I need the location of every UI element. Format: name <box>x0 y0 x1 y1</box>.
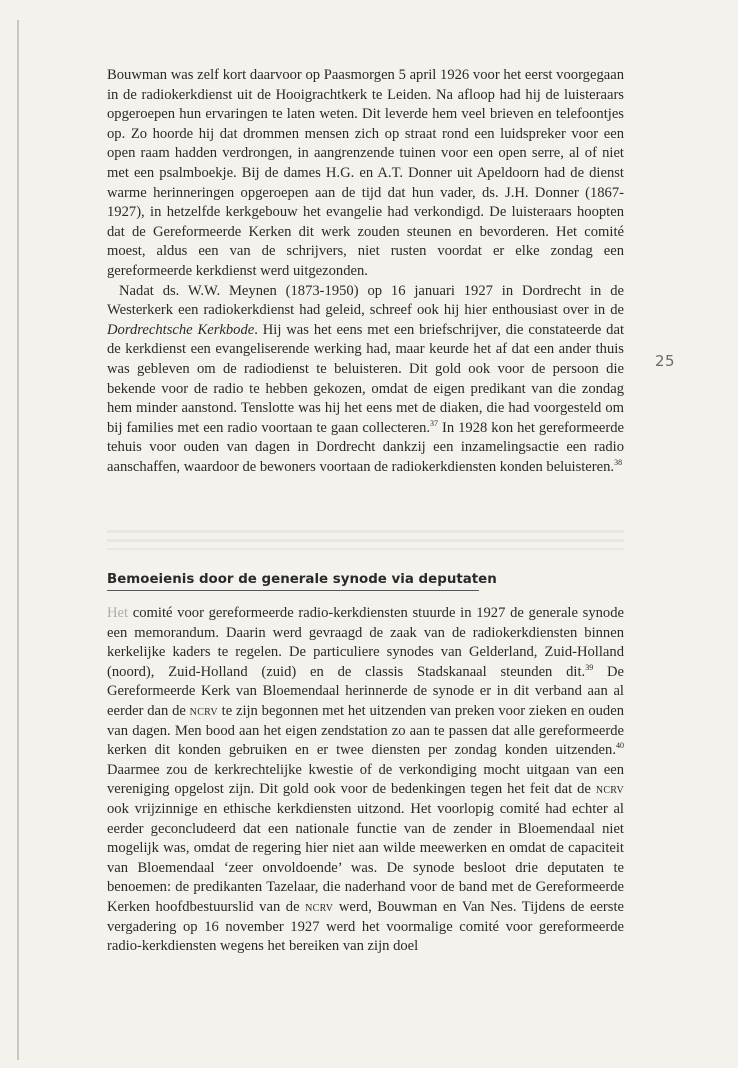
faded-first-word: Het <box>107 605 129 621</box>
kerkbode-title: Dordrechtsche Kerkbode <box>107 321 255 338</box>
page-number: 25 <box>655 352 676 370</box>
paragraph-2-text-a: Nadat ds. W.W. Meynen (1873-1950) op 16 januari 1927 in Dordrecht in de Westerkerk een radiokerkdienst had geleid, schreef ook hij hier enthousiast over in de <box>107 282 624 319</box>
paragraph-2-text-b: . Hij was het eens met een briefschrijver, die constateerde dat de kerkdienst een evangeliserende werking had, maar keurde het af dat een ander thuis was gebleven om de radiodienst te beluisteren. Dit gold ook voor de persoon die bekende voor de radio te hebben gekozen, omdat de eigen predikant van die zondag hem minder aanstond. Tenslotte was hij het eens met de diaken, die had voorgesteld om bij families met een radio voortaan te gaan collecteren. <box>107 321 625 436</box>
footnote-ref-40[interactable]: 40 <box>616 741 624 751</box>
section-2-text-5: ook vrijzinnige en ethische kerkdiensten uitzond. Het voorlopig comité had echter al eerder geconcludeerd dat een nationale functie van de zender in Bloemendaal niet mogelijk was, omdat de regering hier niet aan wilde meewerken en omdat de capaciteit van Bloemendaal ‘zeer onvoldoende’ was. De synode besloot drie deputaten te benoemen: de predikanten Tazelaar, die naderhand voor de band met de Gereformeerde Kerken hoofdbestuurslid van de <box>107 800 624 915</box>
body-text-section-1 <box>107 66 624 477</box>
section-2-text-1: comité voor gereformeerde radio-kerkdiensten stuurde in 1927 de generale synode een memorandum. Daarin werd gevraagd de zaak van de radiokerkdiensten binnen kerkelijke kaders te regelen. De particuliere synodes van Gelderland, Zuid-Holland (noord), Zuid-Holland (zuid) en de classis Stadskanaal steunden dit. <box>107 605 624 680</box>
section-2-text-3: te zijn begonnen met het uitzenden van preken voor zieken en ouden van dagen. Men bood aan het eigen zendstation zo aan te passen dat alle gereformeerde kerken dit konden gebruiken en er twee diensten per zondag konden uitzenden. <box>107 702 624 759</box>
section-2-text-4: Daarmee zou de kerkrechtelijke kwestie of de verkondiging mocht uitgaan van een vereniging opgelost zijn. Dit gold ook voor de bedenkingen tegen het feit dat de <box>107 761 624 798</box>
section-2-text-6: werd, Bouwman en Van Nes. Tijdens de eerste vergadering op 16 november 1927 werd het voormalige comité voor gereformeerde radio-kerkdiensten wegens het bereiken van zijn doel <box>107 898 624 955</box>
ncrv-abbrev: ncrv <box>595 781 624 798</box>
ncrv-abbrev: ncrv <box>189 702 218 719</box>
paragraph-1-text: Bouwman was zelf kort daarvoor op Paasmorgen 5 april 1926 voor het eerst voorgegaan in de radiokerkdienst uit de Hooigrachtkerk te Leiden. Na afloop had hij de luisteraars opgeroepen hun ervaringen te laten weten. Dit leverde hem veel brieven en telefoontjes op. Zo hoorde hij dat drommen mensen zich op straat rond een luidspreker voor een open raam hadden verdrongen, in aangrenzende tuinen voor een open serre, al of niet met een psalmboekje. Bij de dames H.G. en A.T. Donner uit Apeldoorn had de dienst warme herinneringen opgeroepen aan de tijd dat hun vader, ds. J.H. Donner (1867-1927), in hetzelfde kerkgebouw het evangelie had verkondigd. De luisteraars hoopten dat de Gereformeerde Kerken dit werk zouden steunen en bevorderen. Het comité moest, aldus een van de schrijvers, niet rusten voordat er elke zondag een gereformeerde kerkdienst werd uitgezonden. <box>107 67 624 279</box>
paragraph-bouwman <box>107 66 624 282</box>
ncrv-abbrev: ncrv <box>305 898 334 915</box>
body-text-section-2 <box>107 604 624 957</box>
show-through-text <box>107 524 624 550</box>
section-2-text-2: De Gereformeerde Kerk van Bloemendaal herinnerde de synode er in dit verband aan al eerder dan de <box>107 663 624 719</box>
footnote-ref-39[interactable]: 39 <box>585 662 594 672</box>
paragraph-synode <box>107 604 624 957</box>
footnote-ref-37[interactable]: 37 <box>430 418 439 428</box>
binding-gutter-line <box>17 20 19 1060</box>
section-heading: Bemoeienis door de generale synode via deputaten <box>107 572 479 591</box>
paragraph-meynen <box>107 282 624 478</box>
paragraph-2-text-c: In 1928 kon het gereformeerde tehuis voor ouden van dagen in Dordrecht dankzij een inzamelingsactie een radio aanschaffen, waardoor de bewoners voortaan de radiokerkdiensten konden beluisteren. <box>107 419 625 475</box>
footnote-ref-38[interactable]: 38 <box>614 458 623 468</box>
